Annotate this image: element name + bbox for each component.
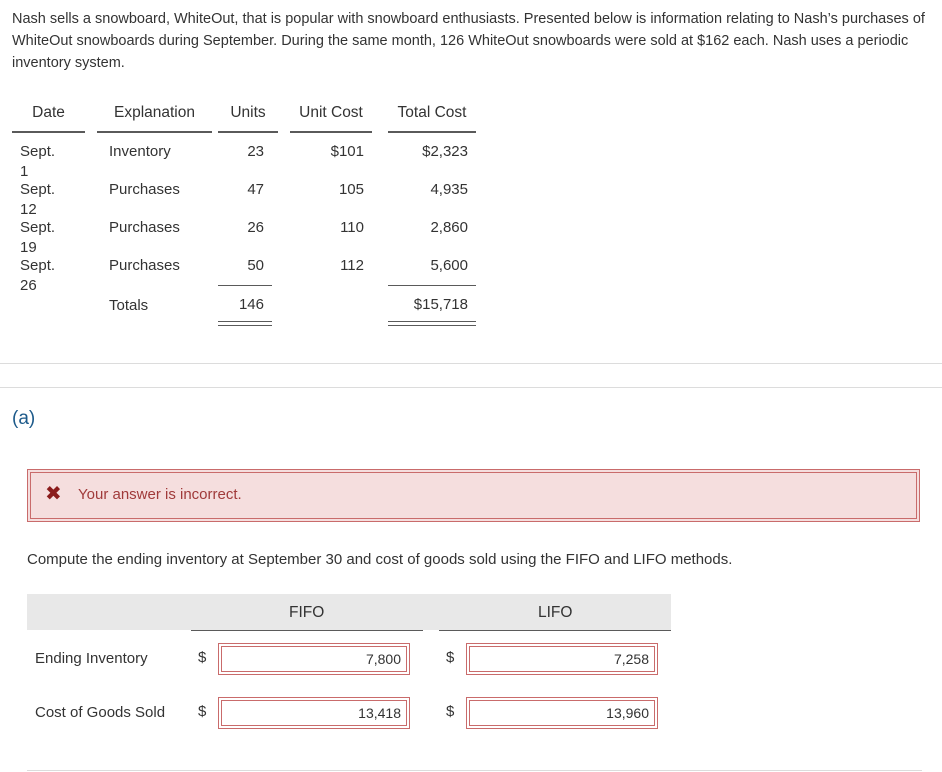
row-date: Sept. 19 [20,219,56,256]
header-explanation: Explanation [97,95,212,133]
lifo-cogs-input[interactable] [471,702,655,724]
row-units: 26 [247,219,264,236]
lifo-header: LIFO [538,604,573,621]
row-total-cost: 2,860 [430,219,468,236]
row-explanation: Purchases [109,257,180,274]
bottom-divider [27,770,922,771]
question-text: Compute the ending inventory at September 30 and cost of goods sold using the FIFO and LIFO methods. [27,551,733,568]
row-total-cost: $2,323 [422,143,468,160]
row-unit-cost: 112 [340,257,364,274]
units-subtotal-line [218,285,272,286]
fifo-ending-inventory-input[interactable] [223,648,407,670]
row-explanation: Inventory [109,143,171,160]
lifo-header-underline [439,630,671,631]
units-total-double-line [218,321,272,326]
cost-total-double-line [388,321,476,326]
lifo-header-cell [423,594,671,630]
row-explanation: Purchases [109,181,180,198]
cost-subtotal-line [388,285,476,286]
fifo-header-cell [27,594,423,630]
row-units: 47 [247,181,264,198]
totals-total-cost: $15,718 [413,296,468,313]
row-date: Sept. 26 [20,257,56,294]
alert-message: Your answer is incorrect. [78,486,242,503]
fifo-header-underline [191,630,423,631]
lifo-cogs-field [466,697,658,729]
lifo-ending-inventory-input[interactable] [471,648,655,670]
lifo-ending-inventory-field [466,643,658,675]
totals-units: 146 [238,296,264,313]
row-units: 23 [247,143,264,160]
row-unit-cost: $101 [330,143,364,160]
cost-of-goods-sold-label: Cost of Goods Sold [35,704,166,721]
incorrect-answer-alert [27,469,920,522]
fifo-header: FIFO [289,604,325,621]
row-unit-cost: 105 [338,181,364,198]
section-divider [0,363,942,364]
row-units: 50 [247,257,264,274]
currency-symbol: $ [446,703,455,720]
problem-intro: Nash sells a snowboard, WhiteOut, that is popular with snowboard enthusiasts. Presented below is information relating to Nash’s purchases of WhiteOut snowboards during September. During the same month, 126 WhiteOut snowboards were sold at $162 each. Nash uses a periodic inventory system. [12,11,925,71]
row-date: Sept. 1 [20,143,56,180]
currency-symbol: $ [198,703,207,720]
row-explanation: Purchases [109,219,180,236]
header-unit-cost: Unit Cost [290,95,372,133]
currency-symbol: $ [446,649,455,666]
close-x-icon: ✖ [45,483,62,505]
ending-inventory-label: Ending Inventory [35,650,148,667]
header-units: Units [218,95,278,133]
part-label: (a) [12,408,36,429]
row-date: Sept. 12 [20,181,56,218]
fifo-ending-inventory-field [218,643,410,675]
header-total-cost: Total Cost [388,95,476,133]
totals-label: Totals [109,297,149,314]
section-divider [0,387,942,388]
row-unit-cost: 110 [340,219,364,236]
fifo-cogs-input[interactable] [223,702,407,724]
fifo-cogs-field [218,697,410,729]
row-total-cost: 5,600 [430,257,468,274]
header-date: Date [12,95,85,133]
currency-symbol: $ [198,649,207,666]
row-total-cost: 4,935 [430,181,468,198]
